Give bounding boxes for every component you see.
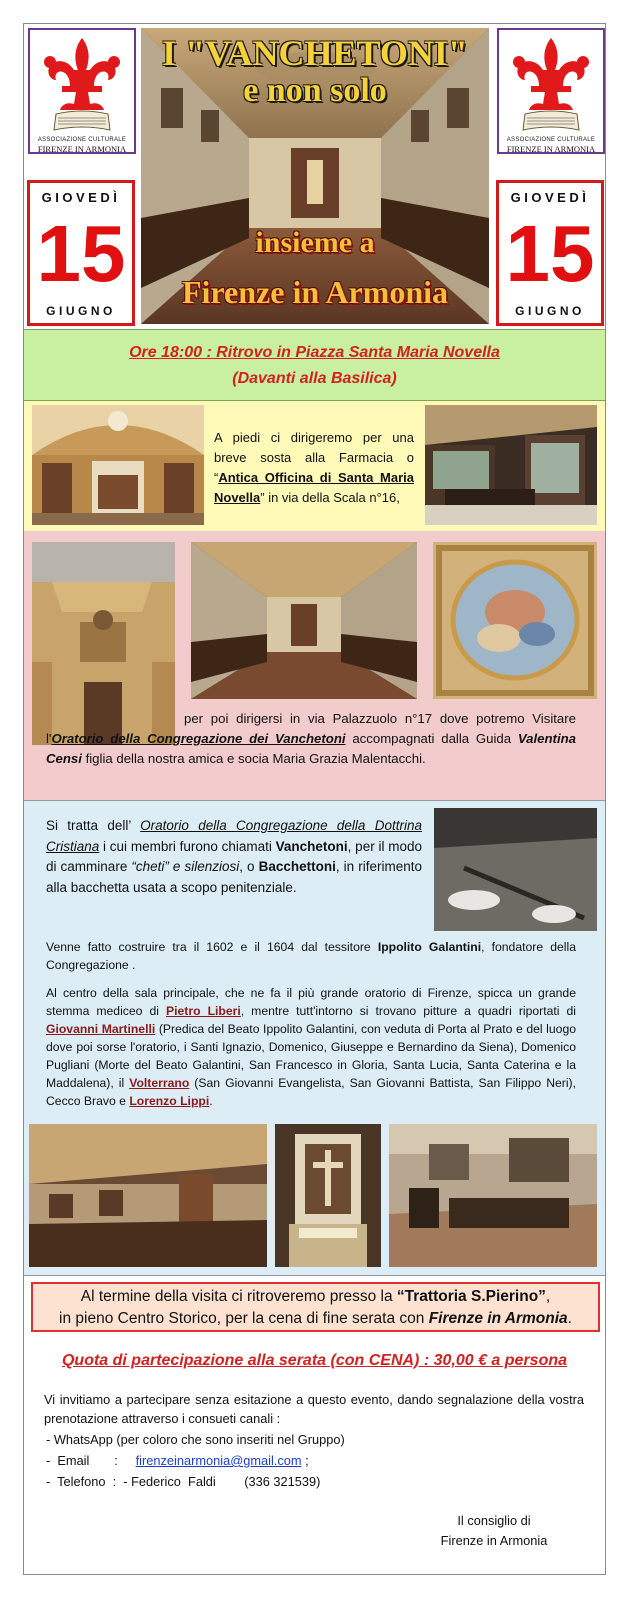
florence-lily-icon bbox=[499, 30, 603, 138]
oratory-link[interactable]: Oratorio della Congregazione dei Vanchetoni bbox=[51, 731, 346, 746]
flyer bbox=[23, 23, 606, 1575]
organizer-name: Firenze in Armonia bbox=[428, 1310, 568, 1327]
meeting-note: (Davanti alla Basilica) bbox=[232, 370, 397, 387]
history-text-part: i cui membri furono chiamati bbox=[99, 838, 276, 854]
altar-crucifix-photo bbox=[275, 1124, 381, 1267]
logo-assoc-label: ASSOCIAZIONE CULTURALE bbox=[506, 137, 596, 143]
dinner-text-part: in pieno Centro Storico, per la cena di fine serata con bbox=[59, 1310, 429, 1327]
sacristy-photo bbox=[389, 1124, 597, 1267]
invitation-text: Vi invitiamo a partecipare senza esitazione a questo evento, dando segnalazione della vostra prenotazione attraverso i consueti canali : bbox=[44, 1392, 584, 1426]
hero-title-line1: I "VANCHETONI" bbox=[162, 33, 468, 73]
logo-left bbox=[28, 28, 136, 154]
calendar-weekday: GIOVEDÌ bbox=[41, 190, 121, 205]
history-bold: Vanchetoni bbox=[275, 838, 348, 854]
calendar-right bbox=[496, 180, 604, 326]
history-text-part: , in riferimento alla bacchetta usata a scopo penitenziale. bbox=[46, 859, 423, 895]
hero-oratory-photo bbox=[141, 28, 489, 324]
history-text-part: Si tratta dell’ bbox=[46, 818, 141, 833]
history-text-part: Venne fatto costruire tra il 1602 e il 1604 dal tessitore bbox=[46, 940, 378, 954]
hero-subtitle-line1: insieme a bbox=[255, 226, 375, 259]
visit-text-part: figlia della nostra amica e socia Maria Grazia Malentacchi. bbox=[81, 751, 426, 766]
hero-title-line2: e non solo bbox=[243, 72, 387, 109]
channel-phone: - Telefono : - Federico Faldi (336 321539) bbox=[46, 1474, 321, 1489]
history-text-part: (San Giovanni Evangelista, San Giovanni Battista, San Filippo Neri), Cecco Bravo e bbox=[46, 1076, 576, 1108]
meeting-band bbox=[24, 329, 605, 401]
calendar-left bbox=[27, 180, 135, 326]
history-text-part: (Predica del Beato Ippolito Galantini, con veduta di Porta al Prato e del luogo dove poi sorse l'oratorio, i Santi Ignazio, Domenico, Giuseppe e Bernardino da Siena), Domenico Pugliani (Morte del Beato Galantini, San Francesco in Gloria, Santa Lucia, Santa Caterina e la Maddalena), il bbox=[46, 1022, 576, 1090]
history-paragraph-2 bbox=[46, 938, 576, 974]
email-label: - Email : bbox=[46, 1453, 118, 1468]
penitential-rod-photo bbox=[434, 808, 597, 931]
history-text-part: , mentre tutt'intorno si trovano pitture a quadri riportati di bbox=[240, 1004, 577, 1018]
history-text-part: , fondatore della Congregazione . bbox=[46, 940, 576, 972]
logo-assoc-name: FIRENZE IN ARMONIA bbox=[37, 144, 127, 154]
artist-link[interactable]: Volterrano bbox=[129, 1076, 190, 1090]
history-emph: Oratorio della Congregazione della Dottrina Cristiana bbox=[46, 818, 422, 854]
visit-text-part: accompagnati dalla Guida bbox=[345, 731, 518, 746]
dinner-text-part: Al termine della visita ci ritroveremo presso la bbox=[80, 1288, 397, 1305]
history-paragraph-1 bbox=[46, 816, 422, 898]
ceiling-fresco-photo bbox=[433, 542, 597, 699]
history-text-part: . bbox=[209, 1094, 213, 1108]
channel-whatsapp: - WhatsApp (per coloro che sono inseriti nel Gruppo) bbox=[46, 1432, 345, 1447]
signature-line-2: Firenze in Armonia bbox=[440, 1533, 548, 1548]
calendar-month: GIUGNO bbox=[46, 304, 116, 318]
logo-assoc-name: FIRENZE IN ARMONIA bbox=[506, 144, 596, 154]
pharmacy-shop-photo bbox=[425, 405, 597, 525]
calendar-day: 15 bbox=[36, 209, 126, 298]
logo-right bbox=[497, 28, 605, 154]
logo-assoc-label: ASSOCIAZIONE CULTURALE bbox=[37, 137, 127, 143]
email-link[interactable]: firenzeinarmonia@gmail.com bbox=[135, 1453, 302, 1468]
artist-link[interactable]: Pietro Liberi bbox=[166, 1004, 241, 1018]
oratory-hall-photo bbox=[29, 1124, 267, 1267]
dinner-line-1 bbox=[33, 1286, 598, 1308]
history-quote: “cheti” e silenziosi bbox=[131, 859, 240, 874]
history-text-part: , o bbox=[239, 859, 259, 874]
meeting-time-place: Ore 18:00 : Ritrovo in Piazza Santa Maria Novella bbox=[129, 344, 500, 361]
dinner-text-part: . bbox=[567, 1310, 572, 1327]
visit-text-part: per poi dirigersi in via Palazzuolo n°17 dove potremo Visitare l' bbox=[46, 711, 576, 746]
history-paragraph-3 bbox=[46, 984, 576, 1110]
hero-subtitle-line2: Firenze in Armonia bbox=[181, 274, 449, 310]
oratory-interior-photo bbox=[191, 542, 417, 699]
history-text-part: Al centro della sala principale, che ne fa il più grande oratorio di Firenze, spicca un grande stemma mediceo di bbox=[46, 986, 576, 1018]
dinner-line-2 bbox=[33, 1308, 598, 1330]
dinner-text-part: , bbox=[545, 1288, 551, 1305]
signature-line-1: Il consiglio di bbox=[457, 1513, 531, 1528]
pharmacy-text-part: A piedi ci dirigeremo per una breve sosta alla Farmacia o “ bbox=[214, 430, 414, 485]
florence-lily-icon bbox=[30, 30, 134, 138]
channel-email bbox=[46, 1451, 309, 1470]
guide-name: Valentina Censi bbox=[46, 731, 576, 766]
email-suffix: ; bbox=[301, 1453, 309, 1468]
pharmacy-text bbox=[214, 428, 414, 508]
pharmacy-link[interactable]: Antica Officina di Santa Maria Novella bbox=[214, 470, 414, 505]
artist-link[interactable]: Lorenzo Lippi bbox=[129, 1094, 210, 1108]
history-bold: Bacchettoni bbox=[258, 859, 336, 874]
pharmacy-hall-photo bbox=[32, 405, 204, 525]
calendar-weekday: GIOVEDÌ bbox=[510, 190, 590, 205]
history-bold: Ippolito Galantini bbox=[377, 940, 482, 954]
calendar-day: 15 bbox=[505, 209, 595, 298]
artist-link[interactable]: Giovanni Martinelli bbox=[46, 1022, 156, 1036]
participation-fee: Quota di partecipazione alla serata (con CENA) : 30,00 € a persona bbox=[61, 1352, 568, 1369]
calendar-month: GIUGNO bbox=[515, 304, 585, 318]
restaurant-name: “Trattoria S.Pierino” bbox=[396, 1288, 546, 1305]
visit-text bbox=[46, 709, 576, 769]
history-text-part: , per il modo di camminare bbox=[46, 838, 422, 874]
dinner-box bbox=[31, 1282, 600, 1332]
pharmacy-text-part: ” in via della Scala n°16, bbox=[260, 490, 400, 505]
